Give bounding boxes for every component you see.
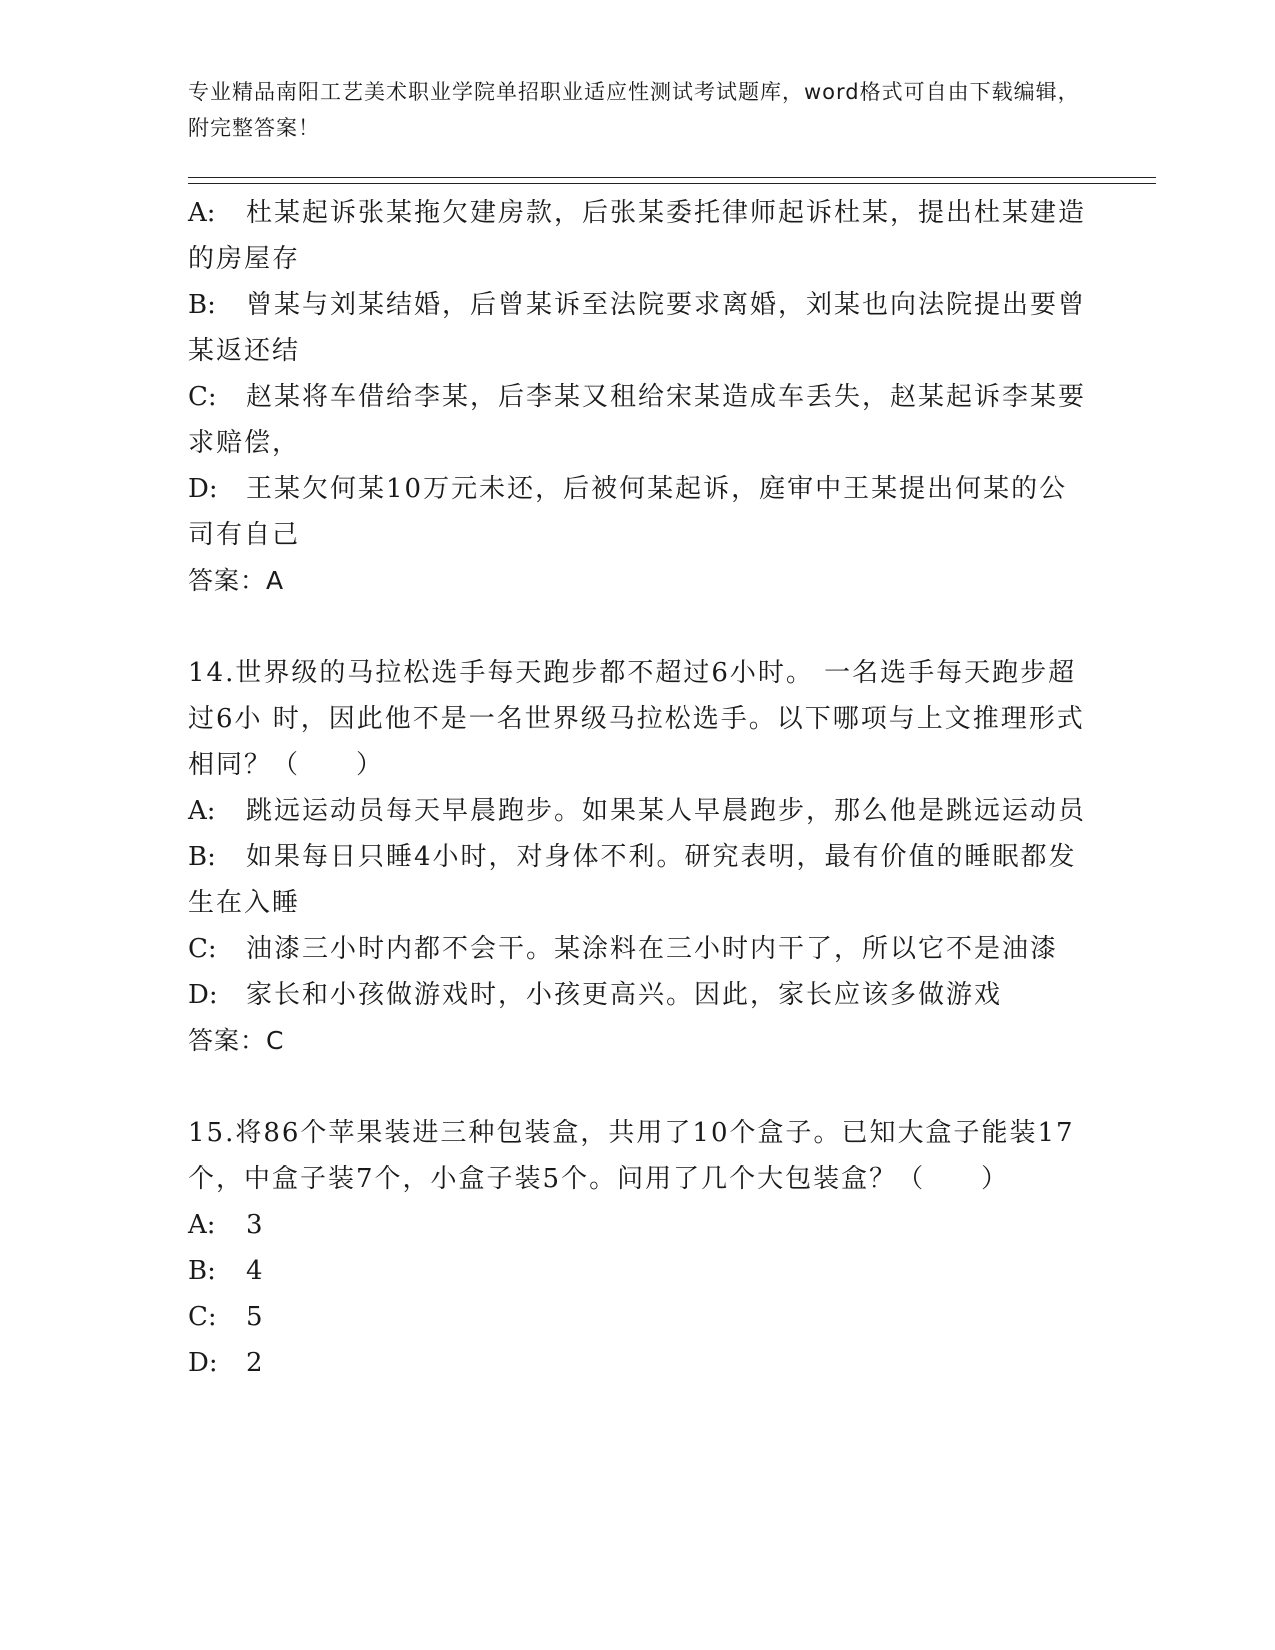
option-label: D: xyxy=(188,474,218,504)
option-text: 杜某起诉张某拖欠建房款，后张某委托律师起诉杜某，提出杜某建造的房屋存 xyxy=(188,198,1087,274)
option-d xyxy=(188,972,1088,1018)
option-text: 如果每日只睡4小时，对身体不利。研究表明，最有价值的睡眠都发生在入睡 xyxy=(188,842,1077,918)
answer-line: 答案：A xyxy=(188,566,285,595)
option-label: A: xyxy=(188,198,216,228)
option-text: 5 xyxy=(246,1302,265,1332)
option-d xyxy=(188,1340,1088,1386)
option-label: B: xyxy=(188,1256,216,1286)
header-rule-bottom xyxy=(188,183,1156,184)
option-a xyxy=(188,190,1088,282)
option-label: C: xyxy=(188,382,217,412)
option-text: 3 xyxy=(246,1210,265,1240)
question-text: 14.世界级的马拉松选手每天跑步都不超过6小时。 一名选手每天跑步超过6小 时，因此他不是一名世界级马拉松选手。以下哪项与上文推理形式相同？（ ） xyxy=(188,658,1085,780)
option-label: C: xyxy=(188,934,217,964)
option-b xyxy=(188,1248,1088,1294)
option-label: B: xyxy=(188,290,216,320)
option-b xyxy=(188,834,1088,926)
answer-line: 答案：C xyxy=(188,1026,285,1055)
option-label: C: xyxy=(188,1302,217,1332)
question-text: 15.将86个苹果装进三种包装盒，共用了10个盒子。已知大盒子能装17个，中盒子装7个，小盒子装5个。问用了几个大包装盒？（ ） xyxy=(188,1118,1075,1194)
header-rule-top xyxy=(188,177,1156,178)
option-b xyxy=(188,282,1088,374)
option-text: 家长和小孩做游戏时，小孩更高兴。因此，家长应该多做游戏 xyxy=(246,980,1003,1010)
option-label: D: xyxy=(188,1348,218,1378)
option-text: 赵某将车借给李某，后李某又租给宋某造成车丢失，赵某起诉李某要求赔偿， xyxy=(188,382,1087,458)
option-text: 2 xyxy=(246,1348,265,1378)
option-text: 跳远运动员每天早晨跑步。如果某人早晨跑步，那么他是跳远运动员 xyxy=(246,796,1087,826)
option-text: 4 xyxy=(246,1256,265,1286)
document-header: 专业精品南阳工艺美术职业学院单招职业适应性测试考试题库，word格式可自由下载编辑，附完整答案！ xyxy=(188,80,1080,140)
option-label: A: xyxy=(188,1210,216,1240)
document-body xyxy=(188,190,1088,1386)
option-c xyxy=(188,374,1088,466)
option-label: A: xyxy=(188,796,216,826)
option-d xyxy=(188,466,1088,558)
option-a xyxy=(188,788,1088,834)
question-15-block xyxy=(188,1110,1088,1386)
option-c xyxy=(188,926,1088,972)
option-text: 油漆三小时内都不会干。某涂料在三小时内干了，所以它不是油漆 xyxy=(246,934,1059,964)
option-a xyxy=(188,1202,1088,1248)
option-label: B: xyxy=(188,842,216,872)
option-text: 曾某与刘某结婚，后曾某诉至法院要求离婚，刘某也向法院提出要曾某返还结 xyxy=(188,290,1087,366)
question-14-block xyxy=(188,650,1088,1064)
option-label: D: xyxy=(188,980,218,1010)
question-13-block xyxy=(188,190,1088,604)
option-text: 王某欠何某10万元未还，后被何某起诉，庭审中王某提出何某的公司有自己 xyxy=(188,474,1068,550)
option-c xyxy=(188,1294,1088,1340)
